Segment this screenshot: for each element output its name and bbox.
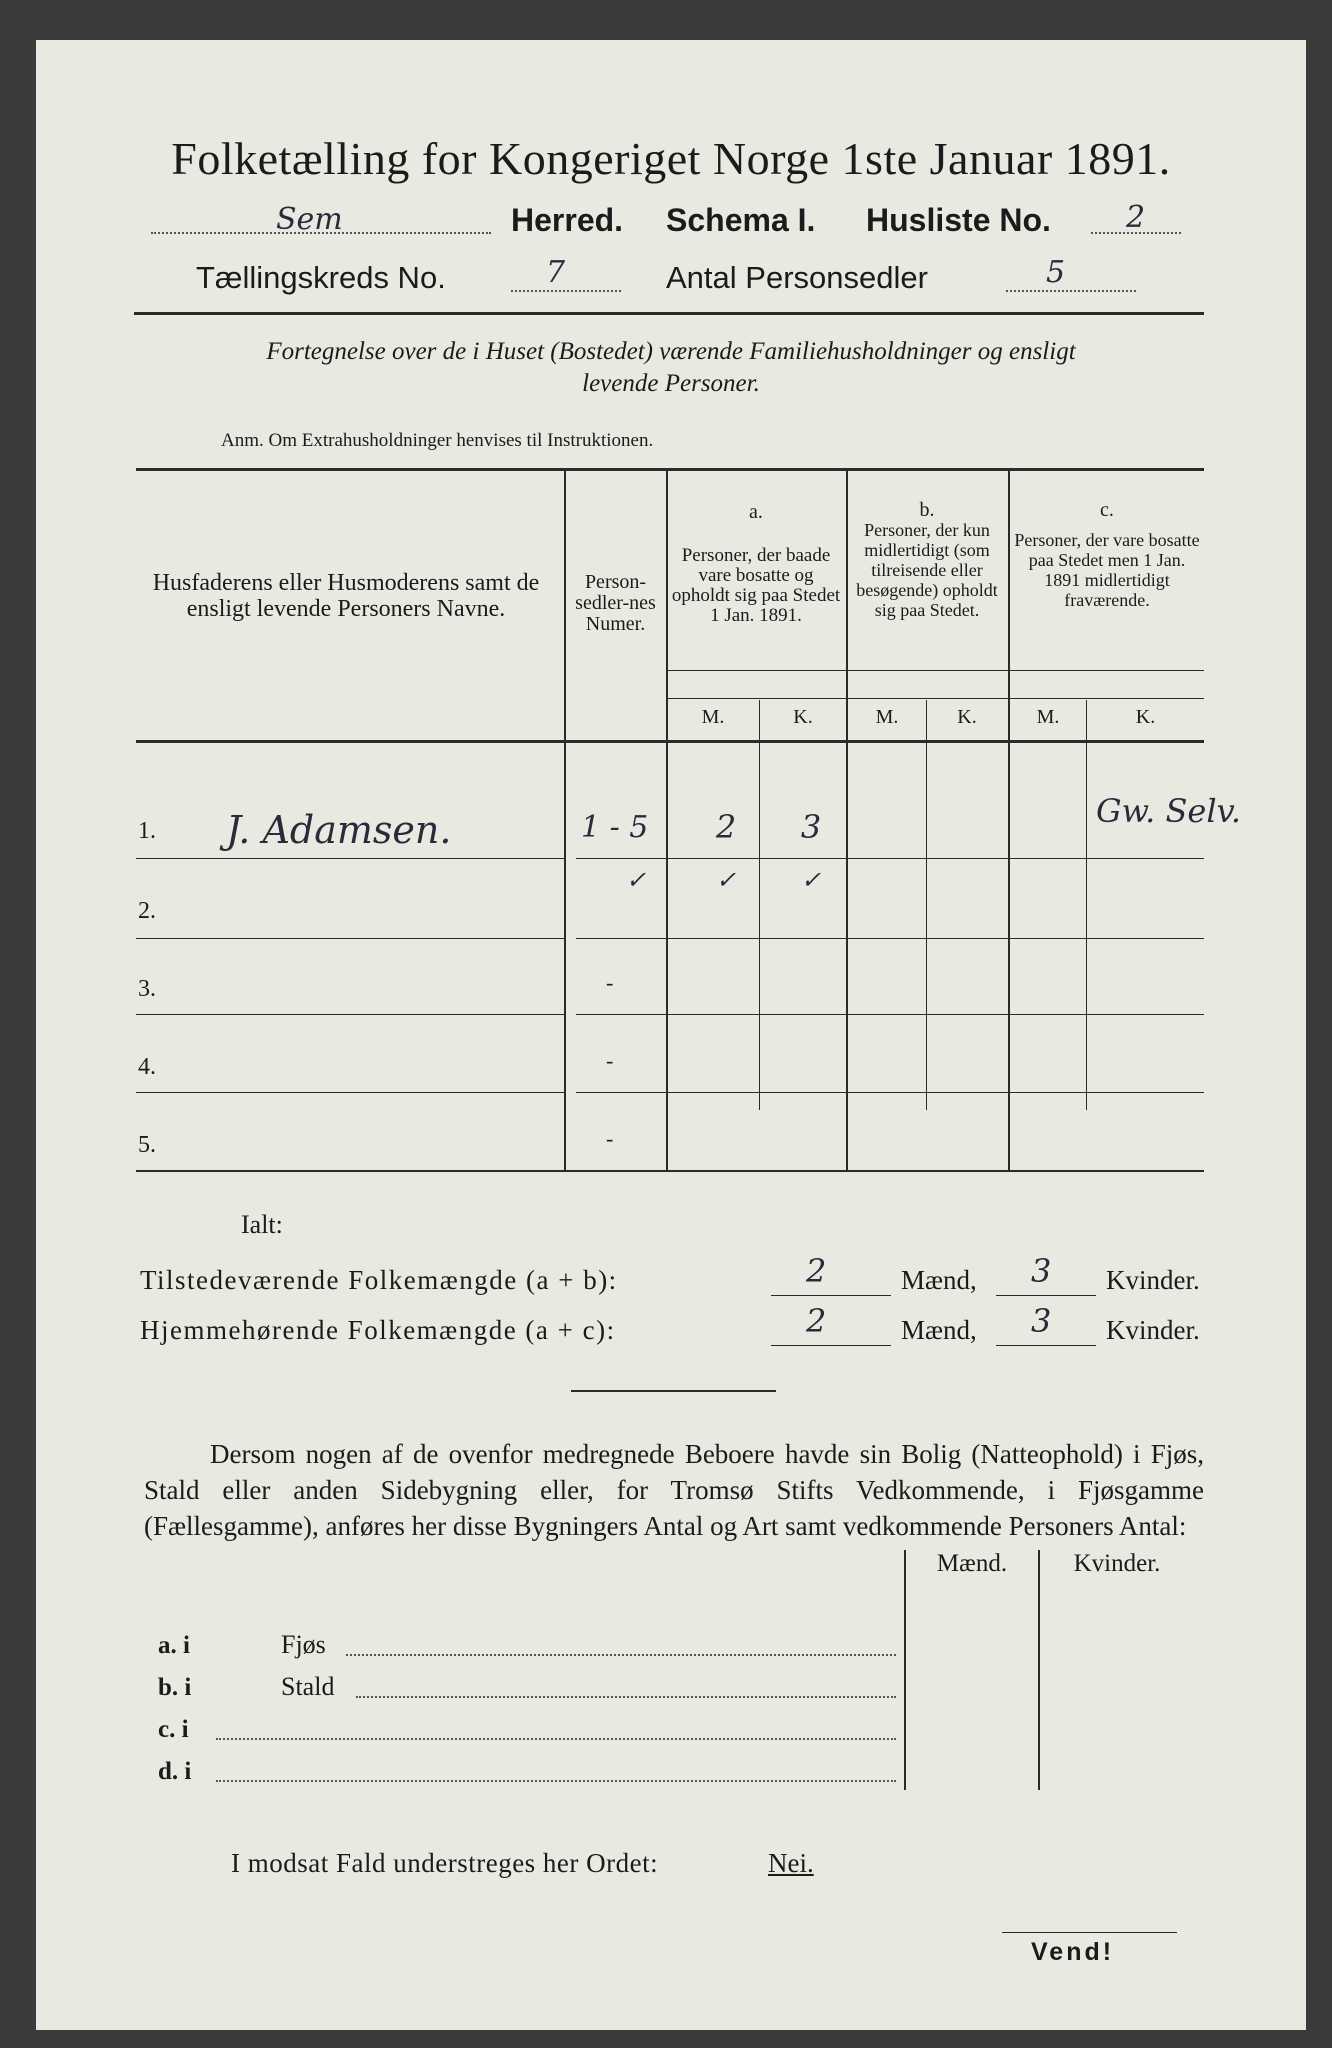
- herred-value: Sem: [276, 202, 343, 237]
- row-rule-3b: [576, 1014, 1204, 1015]
- row-rule-3: [136, 1014, 564, 1015]
- mk-top-rule: [666, 670, 1204, 671]
- row-2-number: 2.: [138, 898, 156, 924]
- row-2-a-k: ✓: [800, 866, 822, 894]
- row-rule-2: [136, 938, 564, 939]
- col-c-header: Personer, der vare bosatte paa Stedet men 1 Jan. 1891 midlertidigt fraværende.: [1014, 530, 1200, 610]
- vend-rule: [1002, 1932, 1177, 1933]
- hjemme-label: Hjemmehørende Folkemængde (a + c):: [140, 1315, 616, 1345]
- tilstede-maend: Mænd,: [901, 1265, 977, 1295]
- row-4-sedler: -: [606, 1048, 614, 1073]
- hjemme-m: 2: [806, 1302, 827, 1340]
- row-1-a-m: 2: [715, 808, 737, 846]
- c-k-label: K.: [1135, 706, 1156, 728]
- herred-label: Herred.: [511, 202, 624, 238]
- row-4-number: 4.: [138, 1054, 156, 1080]
- antal-label: Antal Personsedler: [666, 260, 928, 295]
- hjemme-m-line: [771, 1345, 891, 1346]
- kreds-label: Tællingskreds No.: [196, 260, 446, 295]
- row-2-sedler: ✓: [626, 866, 647, 894]
- col-divider-2b: [666, 740, 668, 1172]
- row-3-number: 3.: [138, 976, 156, 1002]
- bolig-c-dots: [216, 1738, 896, 1740]
- hjemme-kvinder: Kvinder.: [1106, 1315, 1200, 1345]
- bolig-col-maend: Mænd.: [936, 1550, 1008, 1577]
- a-m-label: M.: [701, 706, 725, 728]
- form-title: Folketælling for Kongeriget Norge 1ste Januar 1891.: [171, 133, 1171, 184]
- col-divider-1b: [564, 740, 566, 1172]
- row-rule-4b: [576, 1092, 1204, 1093]
- header-rule: [134, 312, 1204, 315]
- kreds-dotline: [511, 290, 621, 292]
- bolig-a-dots: [346, 1654, 896, 1656]
- antal-dotline: [1006, 290, 1136, 292]
- table-top-rule: [136, 468, 1204, 471]
- hjemme-k: 3: [1031, 1302, 1052, 1340]
- col-a-header: Personer, der baade vare bosatte og opholdt sig paa Stedet 1 Jan. 1891.: [671, 545, 841, 626]
- row-rule-2b: [576, 938, 1204, 939]
- bolig-b-label: Stald: [281, 1672, 335, 1701]
- col-divider-4b: [1008, 740, 1010, 1172]
- b-k-label: K.: [957, 706, 977, 728]
- bolig-c-letter: c. i: [158, 1716, 189, 1743]
- col-b-letter: b.: [919, 499, 935, 521]
- row-1-note: Gw. Selv.: [1096, 792, 1242, 830]
- bolig-b-dots: [356, 1696, 896, 1698]
- hjemme-maend: Mænd,: [901, 1315, 977, 1345]
- husliste-value: 2: [1126, 200, 1146, 235]
- anm-note: Anm. Om Extrahusholdninger henvises til Instruktionen.: [221, 430, 654, 451]
- row-rule-4: [136, 1092, 564, 1093]
- col-divider-ck: [1086, 700, 1087, 1110]
- census-form: [36, 40, 1306, 2030]
- hjemme-k-line: [996, 1345, 1096, 1346]
- bolig-a-label: Fjøs: [281, 1630, 326, 1659]
- bolig-a-letter: a. i: [158, 1632, 190, 1659]
- bolig-b-letter: b. i: [158, 1674, 192, 1701]
- row-5-number: 5.: [138, 1132, 156, 1158]
- col-num-header: Person-sedler-nes Numer.: [575, 571, 656, 635]
- col-divider-bk: [926, 700, 927, 1110]
- vend-text: Vend!: [1031, 1938, 1115, 1966]
- row-3-sedler: -: [606, 970, 614, 995]
- b-m-label: M.: [875, 706, 899, 728]
- col-b-header: Personer, der kun midlertidigt (som tilreisende eller besøgende) opholdt sig paa Stedet.: [856, 520, 998, 620]
- row-2-a-m: ✓: [715, 866, 737, 894]
- col-c-letter: c.: [1100, 499, 1114, 521]
- modsat-text: I modsat Fald understreges her Ordet:: [231, 1848, 659, 1878]
- bolig-divider-2: [1038, 1550, 1040, 1790]
- tilstede-m-line: [771, 1295, 891, 1296]
- tilstede-k: 3: [1031, 1252, 1052, 1290]
- col-divider-ak: [759, 700, 760, 1110]
- bolig-paragraph: Dersom nogen af de ovenfor medregnede Beboere havde sin Bolig (Natteophold) i Fjøs, Stald eller anden Sidebygning eller, for Tromsø Stifts Vedkommende, i Fjøsgamme (Fællesgamme), anføres her disse Bygningers Antal og Art samt vedkommende Personers Antal:: [144, 1439, 1204, 1541]
- antal-value: 5: [1046, 255, 1066, 290]
- section-separator: [571, 1390, 776, 1392]
- husliste-label: Husliste No.: [866, 202, 1051, 238]
- c-m-label: M.: [1036, 706, 1060, 728]
- tilstede-k-line: [996, 1295, 1096, 1296]
- nei-word: Nei.: [768, 1848, 814, 1878]
- intro-line2: levende Personer.: [582, 370, 760, 397]
- col-a-letter: a.: [749, 501, 763, 523]
- row-1-name: J. Adamsen.: [226, 808, 452, 852]
- intro-line1: Fortegnelse over de i Huset (Bostedet) værende Familiehusholdninger og ensligt: [266, 338, 1076, 365]
- col-divider-3b: [846, 740, 848, 1172]
- a-k-label: K.: [793, 706, 813, 728]
- row-1-a-k: 3: [800, 808, 822, 846]
- tilstede-label: Tilstedeværende Folkemængde (a + b):: [140, 1265, 618, 1295]
- row-1-number: 1.: [138, 818, 156, 844]
- schema-label: Schema I.: [666, 202, 816, 238]
- tilstede-m: 2: [806, 1252, 827, 1290]
- bolig-divider-1: [904, 1550, 906, 1790]
- row-1-sedler: 1 - 5: [581, 810, 649, 845]
- bolig-col-kvinder: Kvinder.: [1073, 1550, 1161, 1577]
- row-rule-1: [136, 858, 564, 859]
- row-rule-1b: [576, 858, 1204, 859]
- bolig-d-letter: d. i: [158, 1758, 192, 1785]
- mk-rule: [666, 698, 1204, 699]
- tilstede-kvinder: Kvinder.: [1106, 1265, 1200, 1295]
- bolig-d-dots: [216, 1780, 896, 1782]
- ialt-label: Ialt:: [241, 1210, 283, 1239]
- col-names-header: Husfaderens eller Husmoderens samt de ensligt levende Personers Navne.: [152, 570, 540, 622]
- table-header-rule: [136, 740, 1204, 743]
- kreds-value: 7: [546, 255, 566, 290]
- table-bottom-rule: [136, 1170, 1204, 1172]
- row-5-sedler: -: [606, 1126, 614, 1151]
